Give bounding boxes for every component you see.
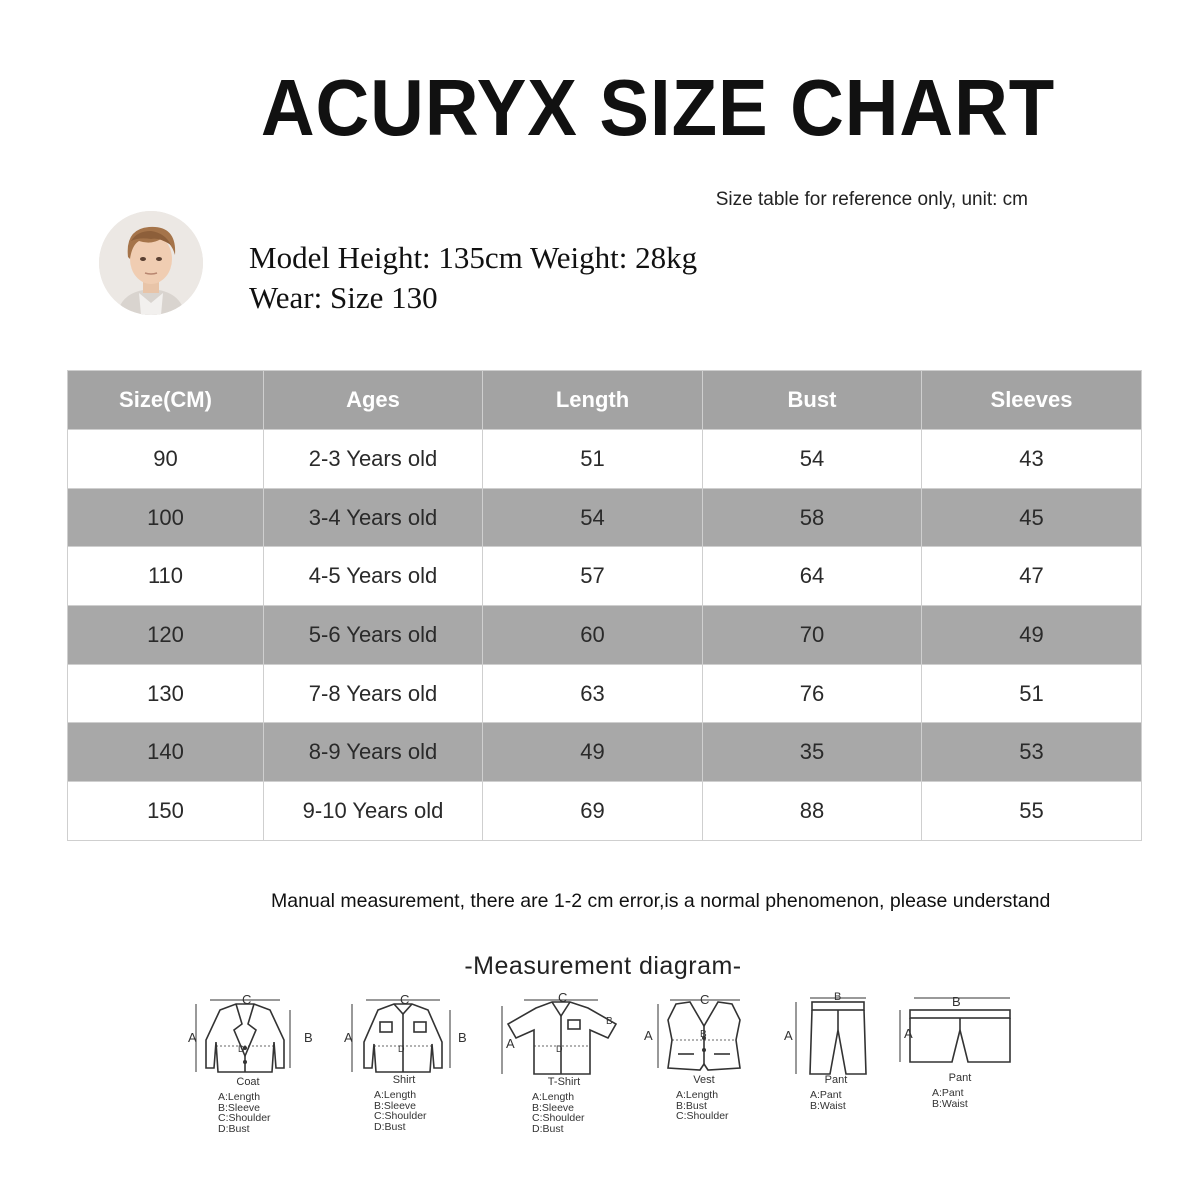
marker-a: A: [506, 1036, 515, 1051]
model-height-weight: Model Height: 135cm Weight: 28kg: [249, 240, 698, 275]
model-info: [249, 238, 697, 318]
header-bust: Bust: [703, 371, 922, 430]
legend-item: A:Pant: [932, 1087, 964, 1099]
model-wear-size: Wear: Size 130: [249, 280, 438, 315]
garment-vest: [636, 990, 766, 1122]
legend-item: C:Shoulder: [676, 1110, 729, 1122]
garment-legend: [218, 1092, 271, 1134]
legend-item: C:Shoulder: [532, 1112, 585, 1124]
cell-ages: 8-9 Years old: [264, 723, 483, 782]
marker-b: B: [304, 1030, 313, 1045]
cell-ages: 7-8 Years old: [264, 664, 483, 723]
cell-ages: 2-3 Years old: [264, 430, 483, 489]
marker-d: D: [238, 1044, 245, 1054]
reference-note: Size table for reference only, unit: cm: [715, 189, 1028, 210]
garment-name: Vest: [693, 1074, 715, 1086]
legend-item: B:Sleeve: [532, 1101, 575, 1114]
marker-c: C: [700, 992, 710, 1007]
garment-legend: [532, 1092, 585, 1134]
legend-item: D:Bust: [218, 1122, 250, 1135]
marker-b: B: [700, 1029, 707, 1040]
garment-pant: [778, 990, 878, 1112]
measurement-error-note: Manual measurement, there are 1-2 cm error,is a normal phenomenon, please understand: [271, 890, 1051, 912]
legend-item: A:Length: [374, 1089, 417, 1101]
measurement-diagram: [0, 990, 1200, 1150]
garment-shirt: [336, 990, 476, 1133]
garment-name: Pant: [824, 1074, 848, 1086]
cell-size: 140: [68, 723, 264, 782]
marker-a: A: [644, 1028, 653, 1043]
marker-a: A: [784, 1028, 793, 1043]
legend-item: B:Waist: [932, 1097, 968, 1110]
garment-legend: [810, 1090, 846, 1111]
legend-item: D:Bust: [374, 1120, 406, 1133]
size-table: [67, 370, 1142, 841]
cell-size: 100: [68, 488, 264, 547]
cell-length: 60: [483, 606, 703, 665]
table-row: [68, 430, 1142, 489]
cell-size: 90: [68, 430, 264, 489]
garment-legend: [374, 1090, 427, 1132]
legend-item: A:Length: [532, 1091, 575, 1103]
cell-bust: 64: [703, 547, 922, 606]
garment-name: Coat: [236, 1076, 260, 1088]
cell-ages: 9-10 Years old: [264, 782, 483, 841]
cell-sleeves: 47: [922, 547, 1142, 606]
cell-sleeves: 49: [922, 606, 1142, 665]
header-ages: Ages: [264, 371, 483, 430]
shorts-icon: [894, 990, 1024, 1080]
marker-c: C: [558, 990, 568, 1005]
cell-bust: 58: [703, 488, 922, 547]
cell-size: 150: [68, 782, 264, 841]
marker-c: C: [400, 992, 410, 1007]
cell-size: 130: [68, 664, 264, 723]
cell-ages: 4-5 Years old: [264, 547, 483, 606]
coat-icon: [180, 990, 320, 1080]
tshirt-icon: [494, 990, 634, 1080]
garment-legend: [932, 1088, 968, 1109]
legend-item: A:Pant: [810, 1089, 842, 1101]
table-header-row: [68, 371, 1142, 430]
table-row: [68, 488, 1142, 547]
cell-ages: 3-4 Years old: [264, 488, 483, 547]
marker-a: A: [344, 1030, 353, 1045]
legend-item: C:Shoulder: [218, 1112, 271, 1124]
legend-item: B:Bust: [676, 1099, 707, 1112]
pant-icon: [778, 990, 878, 1080]
cell-bust: 88: [703, 782, 922, 841]
marker-c: C: [242, 992, 252, 1007]
garment-legend: [676, 1090, 729, 1122]
marker-d: D: [398, 1044, 405, 1054]
vest-icon: [636, 990, 766, 1080]
cell-bust: 70: [703, 606, 922, 665]
marker-b: B: [952, 994, 961, 1009]
cell-size: 120: [68, 606, 264, 665]
header-size: Size(CM): [68, 371, 264, 430]
cell-sleeves: 53: [922, 723, 1142, 782]
garment-tshirt: [494, 990, 634, 1135]
legend-item: B:Sleeve: [218, 1101, 261, 1114]
page-title: ACURYX SIZE CHART: [260, 63, 1056, 152]
table-row: [68, 664, 1142, 723]
marker-a: A: [904, 1026, 913, 1041]
cell-bust: 35: [703, 723, 922, 782]
cell-sleeves: 43: [922, 430, 1142, 489]
header-sleeves: Sleeves: [922, 371, 1142, 430]
cell-sleeves: 55: [922, 782, 1142, 841]
cell-sleeves: 51: [922, 664, 1142, 723]
cell-length: 57: [483, 547, 703, 606]
marker-b: B: [606, 1016, 613, 1027]
shirt-icon: [336, 990, 476, 1080]
diagram-title: -Measurement diagram-: [464, 952, 742, 980]
garment-name: Shirt: [392, 1074, 416, 1086]
cell-bust: 54: [703, 430, 922, 489]
cell-length: 69: [483, 782, 703, 841]
legend-item: B:Sleeve: [374, 1099, 417, 1112]
cell-bust: 76: [703, 664, 922, 723]
cell-length: 49: [483, 723, 703, 782]
cell-length: 54: [483, 488, 703, 547]
child-portrait-icon: [99, 211, 203, 315]
marker-a: A: [188, 1030, 197, 1045]
legend-item: C:Shoulder: [374, 1110, 427, 1122]
model-avatar: [99, 211, 203, 315]
cell-size: 110: [68, 547, 264, 606]
table-row: [68, 723, 1142, 782]
header-length: Length: [483, 371, 703, 430]
garment-coat: [180, 990, 320, 1135]
legend-item: A:Length: [218, 1091, 261, 1103]
marker-b: B: [834, 991, 842, 1003]
cell-sleeves: 45: [922, 488, 1142, 547]
table-row: [68, 547, 1142, 606]
cell-length: 63: [483, 664, 703, 723]
garment-shorts: [894, 990, 1024, 1110]
marker-d: D: [556, 1044, 563, 1054]
cell-length: 51: [483, 430, 703, 489]
table-row: [68, 782, 1142, 841]
legend-item: B:Waist: [810, 1099, 846, 1112]
garment-name: Pant: [948, 1072, 972, 1084]
table-row: [68, 606, 1142, 665]
legend-item: D:Bust: [532, 1122, 564, 1135]
legend-item: A:Length: [676, 1089, 719, 1101]
cell-ages: 5-6 Years old: [264, 606, 483, 665]
marker-b: B: [458, 1030, 467, 1045]
garment-name: T-Shirt: [547, 1076, 581, 1088]
